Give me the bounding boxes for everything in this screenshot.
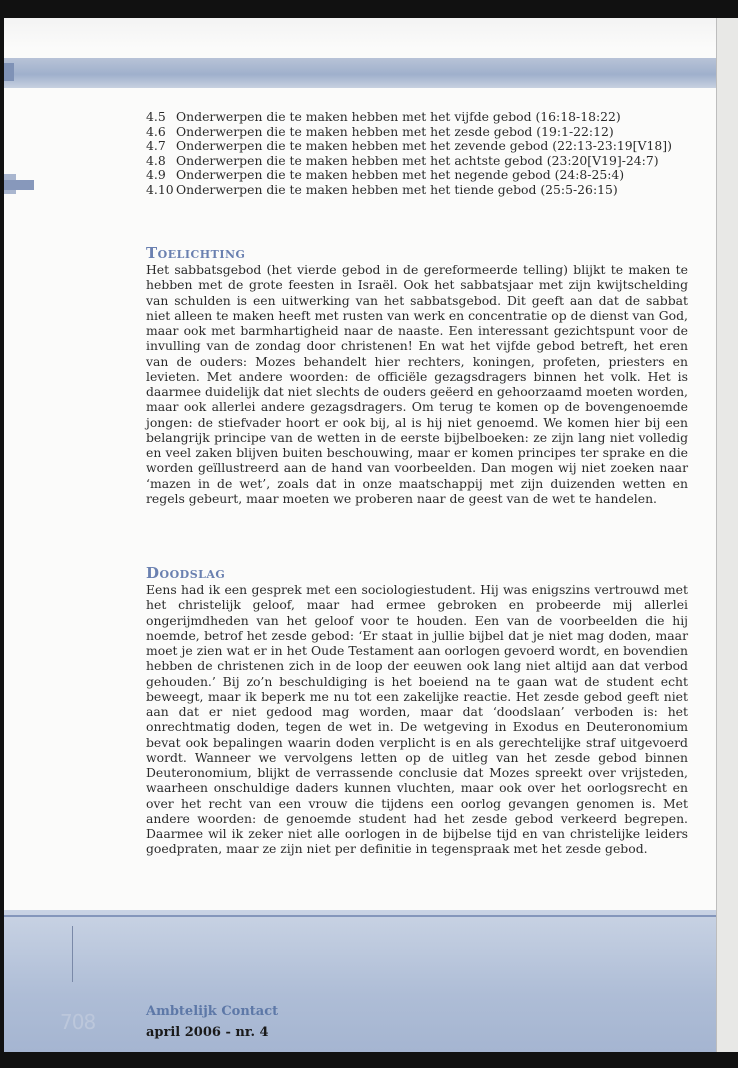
top-margin bbox=[4, 18, 716, 48]
contents-item bbox=[146, 183, 696, 198]
page-gutter-line bbox=[716, 18, 717, 1052]
contents-item bbox=[146, 154, 696, 169]
journal-title: Ambtelijk Contact bbox=[146, 1004, 279, 1019]
section-toelichting bbox=[146, 244, 688, 506]
contents-item-text: Onderwerpen die te maken hebben met het zevende gebod (22:13-23:19[V18]) bbox=[176, 138, 672, 154]
contents-item-number: 4.10 bbox=[146, 181, 174, 197]
contents-item bbox=[146, 110, 696, 125]
contents-list bbox=[146, 110, 696, 198]
contents-item-text: Onderwerpen die te maken hebben met het tiende gebod (25:5-26:15) bbox=[176, 181, 618, 197]
document-page bbox=[4, 18, 716, 1052]
contents-item-text: Onderwerpen die te maken hebben met het achtste gebod (23:20[V19]-24:7) bbox=[176, 152, 659, 168]
header-band bbox=[4, 58, 716, 88]
section-body: Het sabbatsgebod (het vierde gebod in de gereformeerde telling) blijkt te maken te hebben met de grote feesten in Israël. Ook het sabbatsjaar met zijn kwijtschelding van schulden is een uitwerking van het sabbatsgebod. Dit geeft aan dat de sabbat niet alleen te maken heeft met rusten van werk en concentratie op de dienst van God, maar ook met barmhartigheid naar de naaste. Een interessant gezichtspunt voor de invulling van de zondag door christenen! En wat het vijfde gebod betreft, het eren van de ouders: Mozes behandelt hier rechters, koningen, profeten, priesters en levieten. Met andere woorden: de officiële gezagsdragers binnen het volk. Het is daarmee duidelijk dat niet slechts de ouders geëerd en gehoorzaamd moeten worden, maar ook allerlei andere gezagsdragers. Om terug te komen op de bovengenoemde jongen: de stiefvader hoort er ook bij, al is hij niet genoemd. We komen hier bij een belangrijk principe van de wetten in de eerste bijbelboeken: ze zijn lang niet volledig en veel zaken blijven buiten beschouwing, maar er komen principes ter sprake en die worden geïllustreerd aan de hand van voorbeelden. Dan mogen wij niet zoeken naar ‘mazen in de wet’, zoals dat in onze maatschappij met zijn duizenden wetten en regels gebeurt, maar moeten we proberen naar de geest van de wet te handelen. bbox=[146, 262, 688, 506]
contents-item bbox=[146, 125, 696, 140]
margin-tab bbox=[4, 180, 34, 190]
contents-item-number: 4.6 bbox=[146, 123, 166, 139]
contents-item bbox=[146, 139, 696, 154]
section-heading: Toelichting bbox=[146, 244, 246, 262]
contents-item-text: Onderwerpen die te maken hebben met het vijfde gebod (16:18-18:22) bbox=[176, 109, 621, 124]
footer-band bbox=[4, 910, 716, 1052]
issue-label: april 2006 - nr. 4 bbox=[146, 1025, 269, 1040]
page-number: 708 bbox=[60, 1010, 96, 1034]
contents-item-text: Onderwerpen die te maken hebben met het negende gebod (24:8-25:4) bbox=[176, 167, 625, 183]
contents-item-number: 4.5 bbox=[146, 109, 166, 124]
footer-rule bbox=[4, 915, 716, 917]
contents-item-text: Onderwerpen die te maken hebben met het zesde gebod (19:1-22:12) bbox=[176, 123, 614, 139]
contents-item bbox=[146, 168, 696, 183]
section-heading: Doodslag bbox=[146, 564, 226, 582]
section-doodslag bbox=[146, 564, 688, 857]
section-body: Eens had ik een gesprek met een sociologiestudent. Hij was enigszins vertrouwd met het christelijk geloof, maar had ermee gebroken en probeerde mij allerlei ongerijmdheden van het geloof voor te houden. Een van de voorbeelden die hij noemde, betrof het zesde gebod: ‘Er staat in jullie bijbel dat je niet mag doden, maar moet je zien wat er in het Oude Testament aan oorlogen gevoerd wordt, en bovendien hebben de christenen zich in de loop der eeuwen ook lang niet altijd aan dat verbod gehouden.’ Bij zo’n beschuldiging is het boeiend na te gaan wat de student echt beweegt, maar ik beperk me nu tot een zakelijke reactie. Het zesde gebod geeft niet aan dat er niet gedood mag worden, maar dat ‘doodslaan’ verboden is: het onrechtmatig doden, tegen de wet in. De wetgeving in Exodus en Deuteronomium bevat ook bepalingen waarin doden verplicht is en als gerechtelijke straf uitgevoerd wordt. Wanneer we vervolgens letten op de uitleg van het zesde gebod binnen Deuteronomium, blijkt de verrassende conclusie dat Mozes spreekt over vrijsteden, waarheen onschuldige daders kunnen vluchten, maar ook over het oorlogsrecht en over het recht van een vrouw die tijdens een oorlog gevangen genomen is. Met andere woorden: de genoemde student had het zesde gebod verkeerd begrepen. Daarmee wil ik zeker niet alle oorlogen in de bijbelse tijd en van christelijke leiders goedpraten, maar ze zijn niet per definitie in tegenspraak met het zesde gebod. bbox=[146, 582, 688, 857]
contents-item-number: 4.7 bbox=[146, 138, 166, 154]
header-band-tab bbox=[4, 63, 14, 81]
facing-page-edge bbox=[716, 18, 738, 1052]
contents-item-number: 4.9 bbox=[146, 167, 166, 183]
footer-tick bbox=[72, 926, 73, 982]
contents-item-number: 4.8 bbox=[146, 152, 166, 168]
